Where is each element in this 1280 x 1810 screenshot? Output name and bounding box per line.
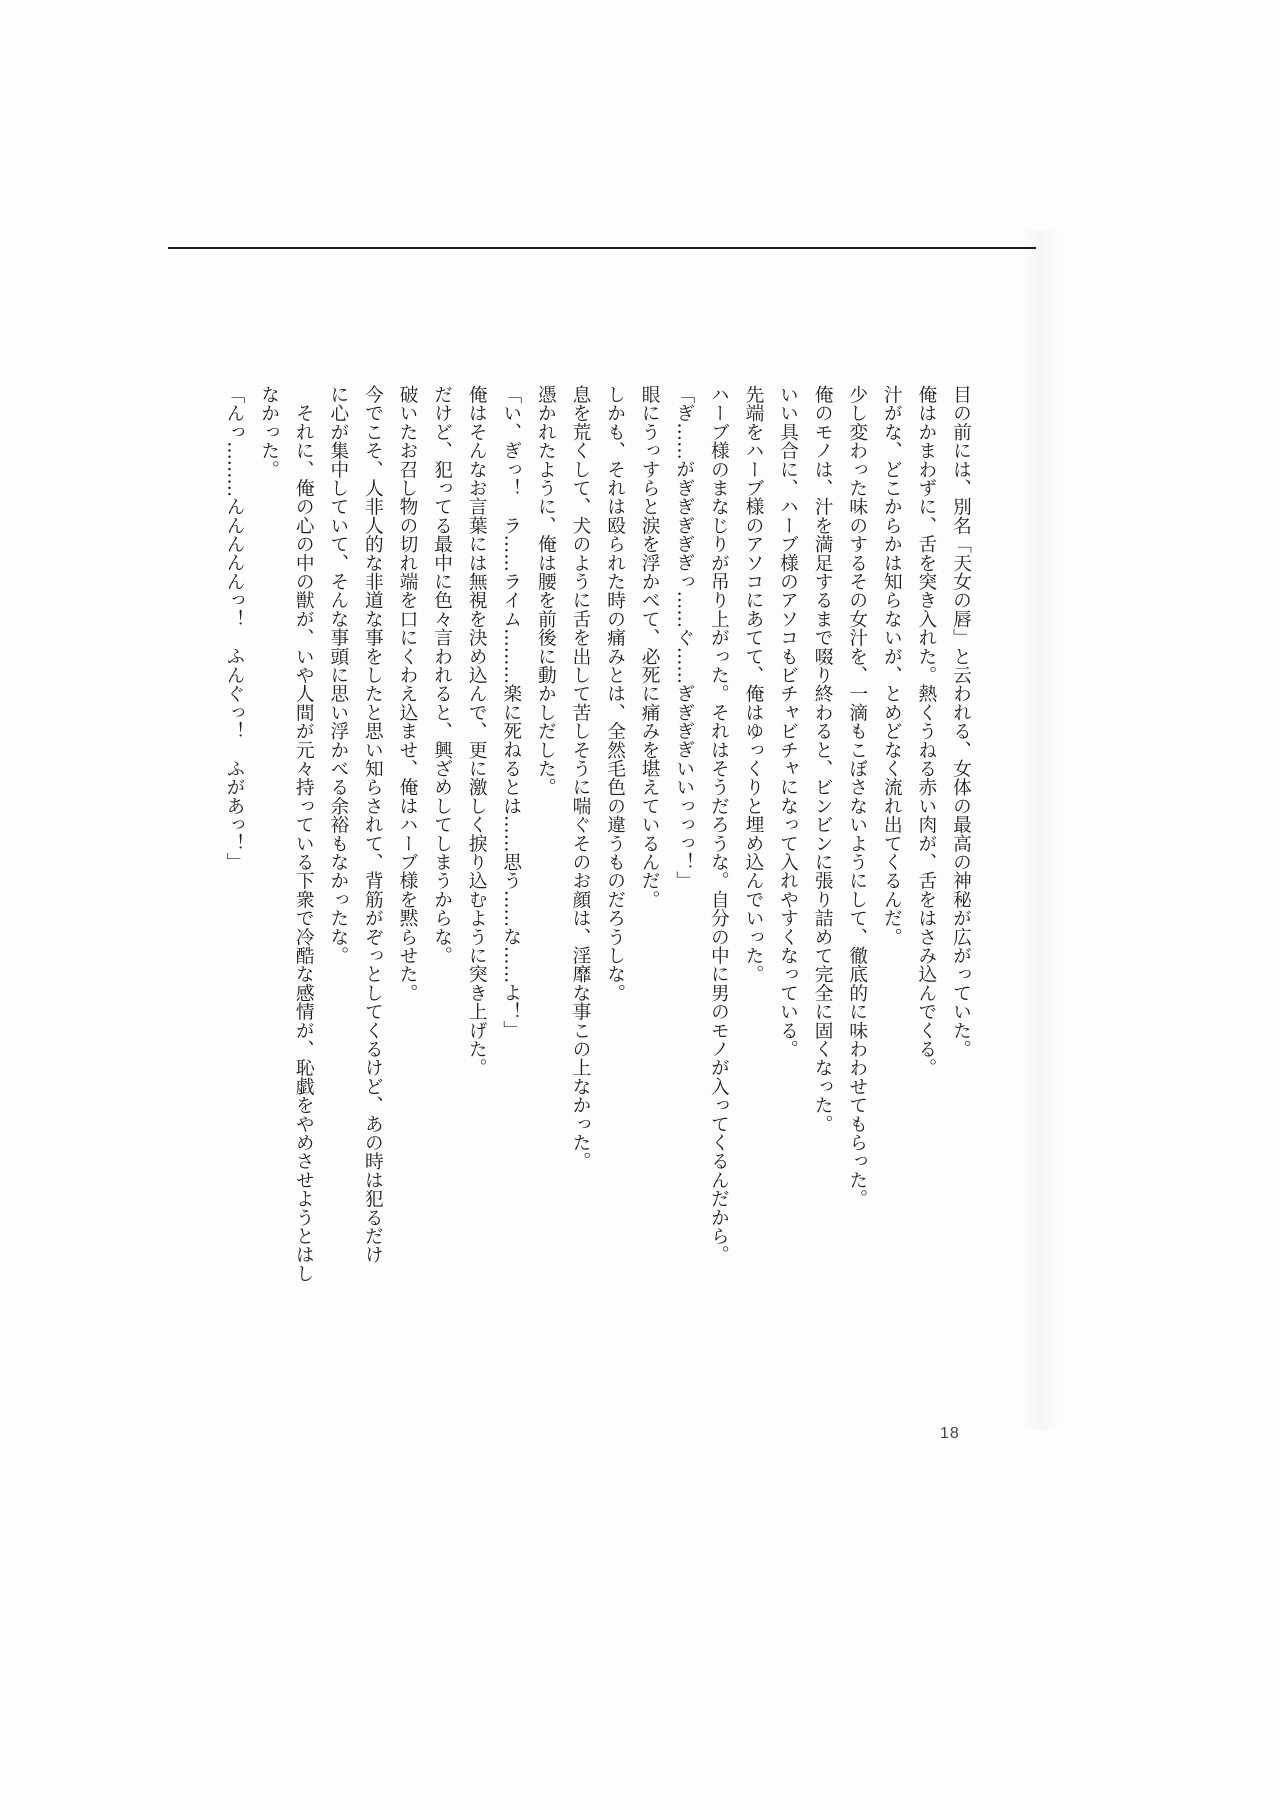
header-rule	[168, 247, 1036, 249]
text-line: 「ぎ……がぎぎぎぎぎっ……ぐ……ぎぎぎぎいいっっっ！」	[673, 385, 695, 890]
text-line: 眼にうっすらと涙を浮かべて、必死に痛みを堪えているんだ。	[638, 385, 660, 909]
body-text	[223, 385, 977, 1385]
scan-shading	[1020, 230, 1060, 1430]
text-line: 先端をハーブ様のアソコにあてて、俺はゆっくりと埋め込んでいった。	[742, 385, 764, 984]
text-line: それに、俺の心の中の獣が、いや人間が元々持っている下衆で冷酷な感情が、恥戯をやめさせようとはし	[292, 385, 314, 1283]
text-line: 汁がな、どこからかは知らないが、とめどなく流れ出てくるんだ。	[880, 385, 902, 946]
text-line: だけど、犯ってる最中に色々言われると、興ざめしてしまうからな。	[431, 385, 453, 965]
text-line: ハーブ様のまなじりが吊り上がった。それはそうだろうな。自分の中に男のモノが入ってくるんだから。	[707, 385, 729, 1264]
text-line: しかも、それは殴られた時の痛みとは、全然毛色の違うものだろうしな。	[604, 385, 626, 1003]
page-number: 18	[940, 1425, 960, 1442]
text-line: 俺はかまわずに、舌を突き入れた。熱くうねる赤い肉が、舌をはさみ込んでくる。	[915, 385, 937, 1077]
text-line: 息を荒くして、犬のように舌を出して苦しそうに喘ぐそのお顔は、淫靡な事この上なかった。	[569, 385, 591, 1171]
text-line: 「い、ぎっ！ ラ……ライム………楽に死ねるとは……思う……な……よ！」	[500, 385, 522, 1040]
text-line: 破いたお召し物の切れ端を口にくわえ込ませ、俺はハーブ様を黙らせた。	[396, 385, 418, 1003]
text-line: に心が集中していて、そんな事頭に思い浮かべる余裕もなかったな。	[327, 385, 349, 965]
text-line: なかった。	[258, 385, 280, 479]
text-line: いい具合に、ハーブ様のアソコもビチャビチャになって入れやすくなっている。	[777, 385, 799, 1059]
text-line: 憑かれたように、俺は腰を前後に動かしだした。	[534, 385, 556, 797]
text-line: 今でこそ、人非人的な非道な事をしたと思い知らされて、背筋がぞっとしてくるけど、あの時は犯るだけ	[361, 385, 383, 1264]
text-line: 「んっ………んんんんんっ！ ふんぐっ！ ふがあっ！」	[223, 385, 245, 872]
text-line: 目の前には、別名「天女の唇」と云われる、女体の最高の神秘が広がっていた。	[950, 385, 971, 1059]
text-line: 少し変わった味のするその女汁を、一滴もこぼさないようにして、徹底的に味わわせてもらった。	[846, 385, 868, 1208]
text-line: 俺はそんなお言葉には無視を決め込んで、更に激しく捩り込むように突き上げた。	[465, 385, 487, 1077]
text-line: 俺のモノは、汁を満足するまで啜り終わると、ビンビンに張り詰めて完全に固くなった。	[811, 385, 833, 1133]
